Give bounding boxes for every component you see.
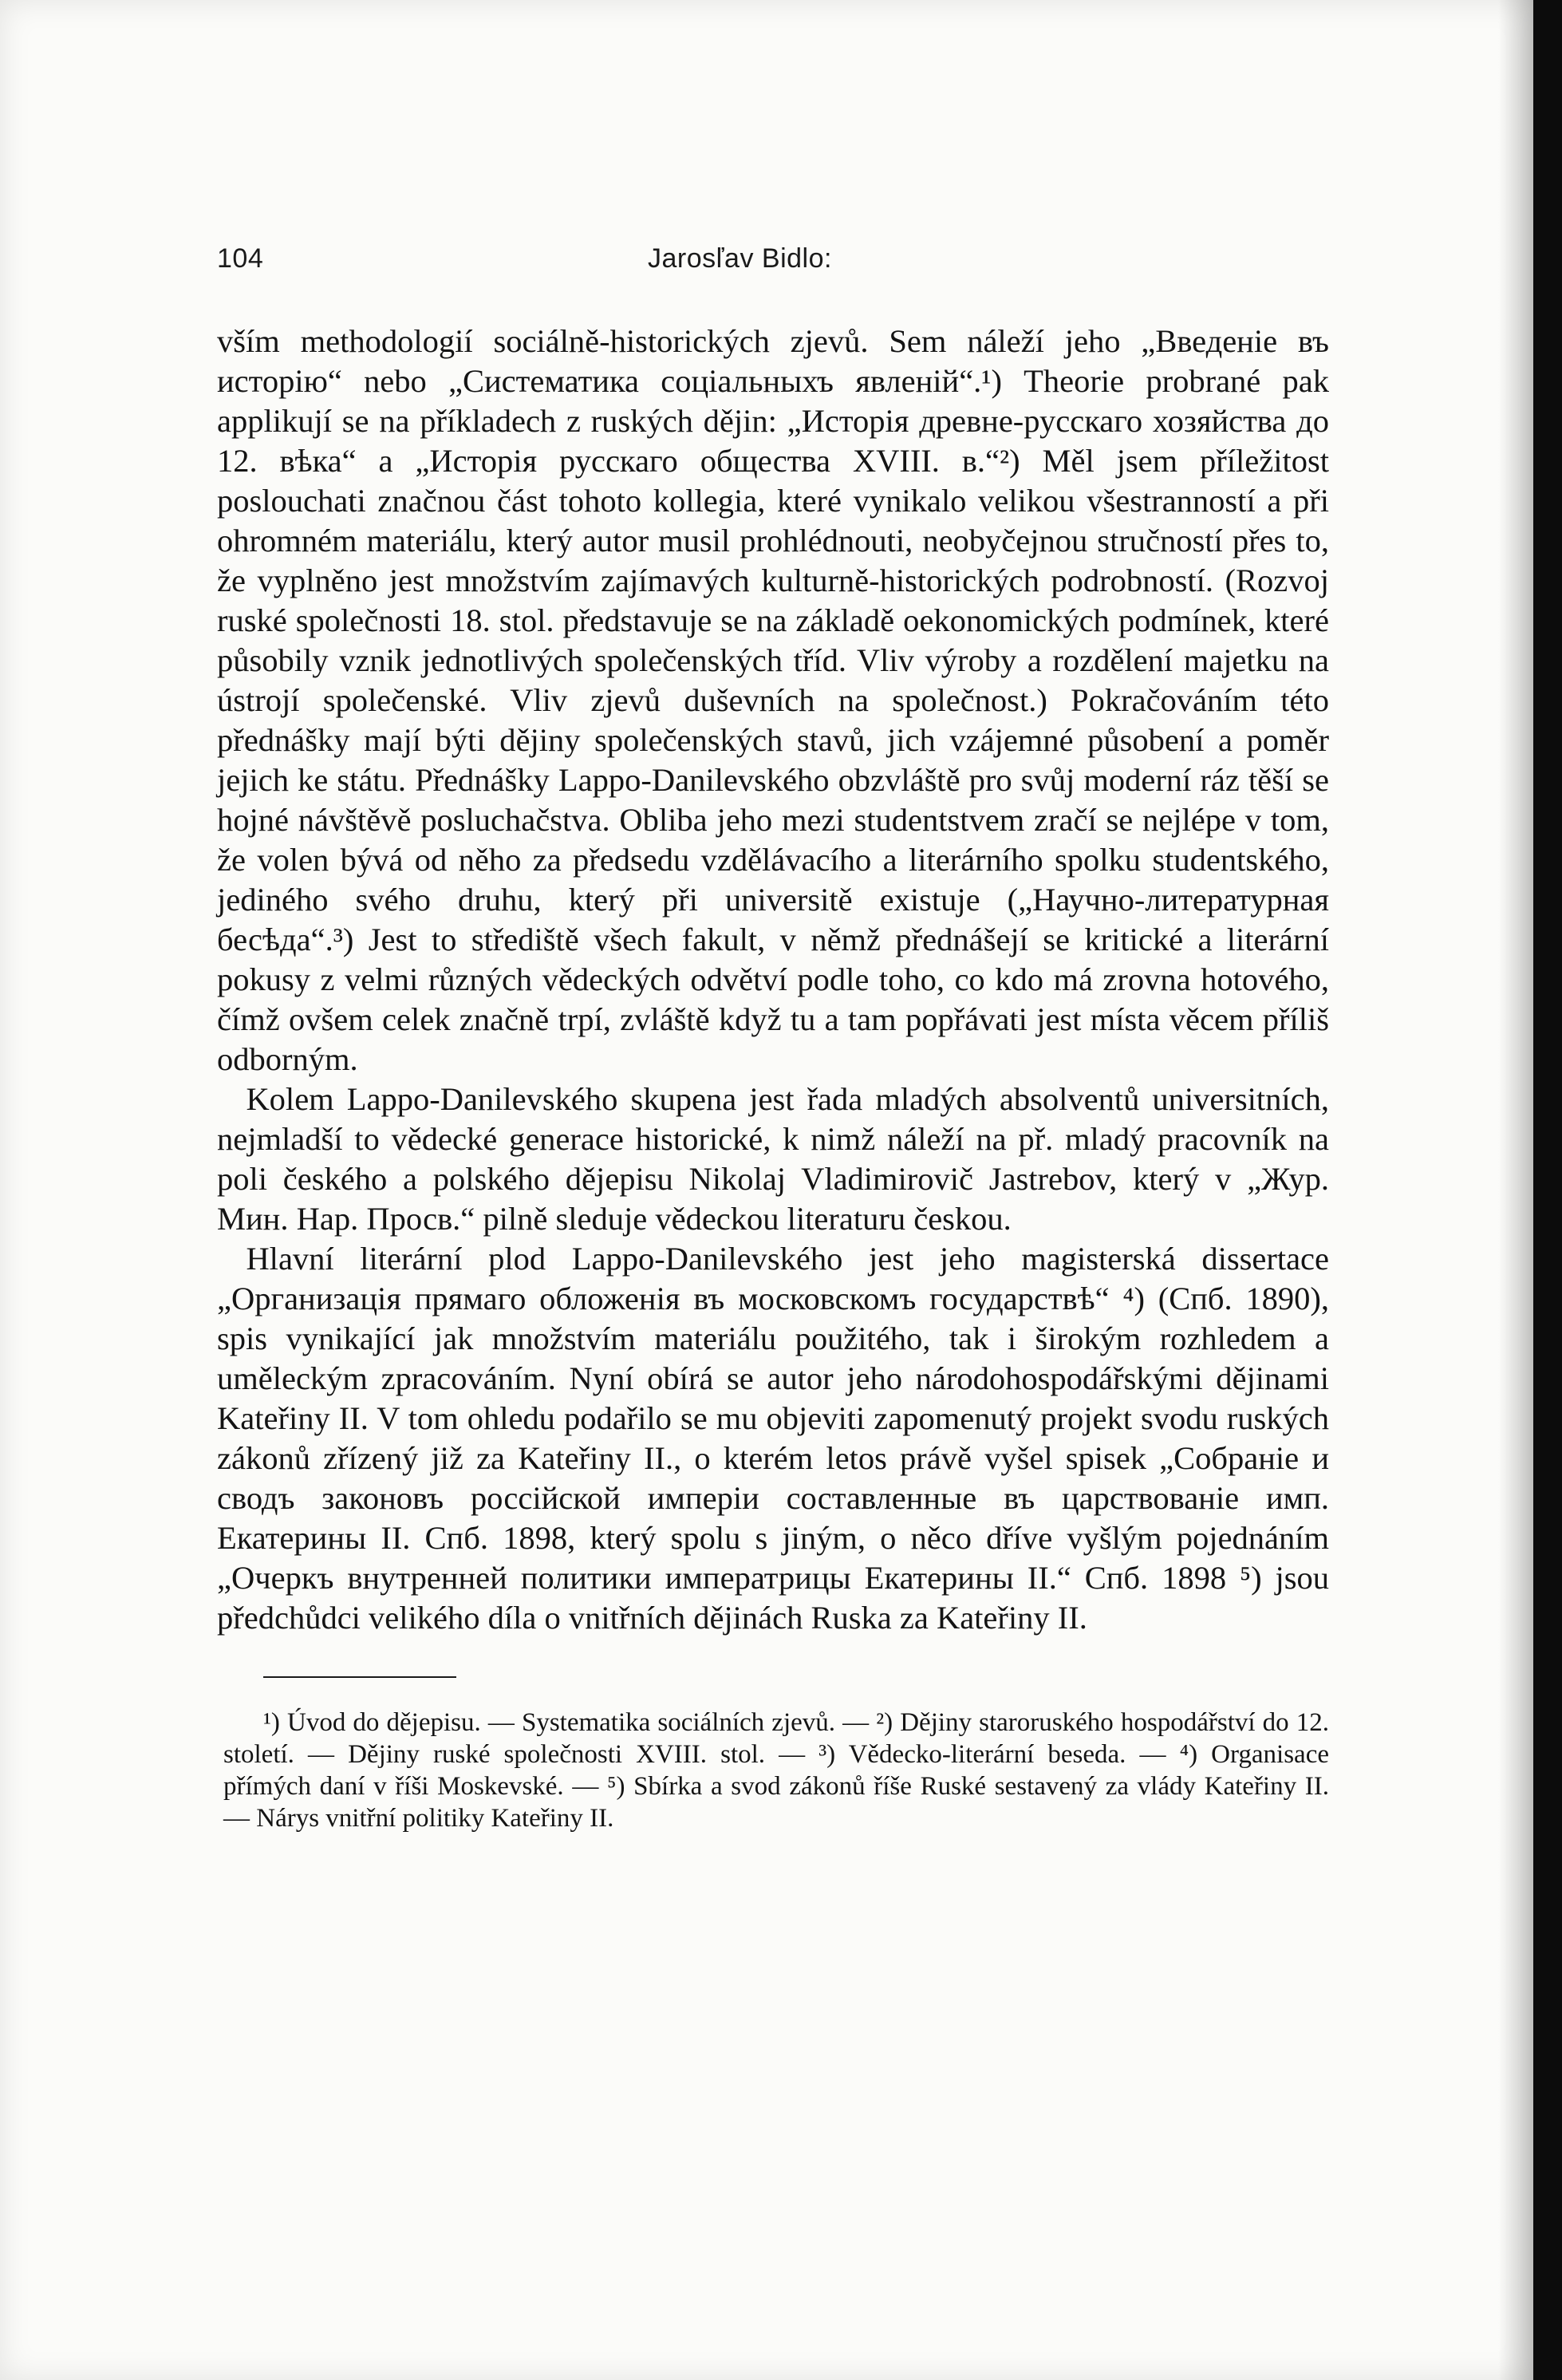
page-header — [217, 243, 1329, 291]
running-head: Jarosľav Bidlo: — [648, 243, 832, 274]
page-content — [217, 243, 1329, 1834]
footnote-divider — [263, 1676, 456, 1678]
paragraph-1: vším methodologií sociálně-historických zjevů. Sem náleží jeho „Введеніе въ исторію“ nebo „Систематика соціальныхъ явленій“.¹) Theorie probrané pak applikují se na příkladech z ruských dějin: „Исторія древне-русскаго хозяйства до 12. вѣка“ a „Исторія русскаго общества XVIII. в.“²) Měl jsem příležitost poslouchati značnou část tohoto kollegia, které vynikalo velikou všestranností a při ohromném materiálu, který autor musil prohlédnouti, neobyčejnou stručností přes to, že vyplněno jest množstvím zajímavých kulturně-historických podrobností. (Rozvoj ruské společnosti 18. stol. představuje se na základě oekonomických podmínek, které působily vznik jednotlivých společenských tříd. Vliv výroby a rozdělení majetku na ústrojí společenské. Vliv zjevů duševních na společnost.) Pokračováním této přednášky mají býti dějiny společenských stavů, jich vzájemné působení a poměr jejich ke státu. Přednášky Lappo-Danilevského obzvláště pro svůj moderní ráz těší se hojné návštěvě posluchačstva. Obliba jeho mezi studentstvem zračí se nejlépe v tom, že volen bývá od něho za předsedu vzdělávacího a literárního spolku studentského, jediného svého druhu, který při universitě existuje („Научно-литературная бесѣда“.³) Jest to střediště všech fakult, v němž přednášejí se kritické a literární pokusy z velmi různých vědeckých odvětví podle toho, co kdo má zrovna hotového, čímž ovšem celek značně trpí, zvláště když tu a tam popřávati jest místa věcem příliš odborným. — [217, 323, 1329, 1077]
body-text — [217, 322, 1329, 1638]
paragraph-3: Hlavní literární plod Lappo-Danilevského jest jeho magisterská dissertace „Организація прямаго обложенія въ московскомъ государствѣ“ ⁴) (Спб. 1890), spis vynikající jak množstvím materiálu použitého, tak i širokým rozhledem a uměleckým zpracováním. Nyní obírá se autor jeho národohospodářskými dějinami Kateřiny II. V tom ohledu podařilo se mu objeviti zapomenutý projekt svodu ruských zákonů zřízený již za Kateřiny II., o kterém letos právě vyšel spisek „Собраніе и сводъ законовъ россійской имперіи составленные въ царствованіе имп. Екатерины II. Спб. 1898, který spolu s jiným, o něco dříve vyšlým pojednáním „Очеркъ внутренней политики императрицы Екатерины II.“ Спб. 1898 ⁵) jsou předchůdci velikého díla o vnitřních dějinách Ruska za Kateřiny II. — [217, 1241, 1329, 1636]
paragraph-2: Kolem Lappo-Danilevského skupena jest řada mladých absolventů universitních, nejmladší to vědecké generace historické, k nimž náleží na př. mladý pracovník na poli českého a polského dějepisu Nikolaj Vladimirovič Jastrebov, který v „Жур. Мин. Нар. Просв.“ pilně sleduje vědeckou literaturu českou. — [217, 1081, 1329, 1237]
footnote-block: ¹) Úvod do dějepisu. — Systematika sociálních zjevů. — ²) Dějiny staroruského hospodářství do 12. století. — Dějiny ruské společnosti XVIII. stol. — ³) Vědecko-literární beseda. — ⁴) Organisace přímých daní v říši Moskevské. — ⁵) Sbírka a svod zákonů říše Ruské sestavený za vlády Kateřiny II. — Nárys vnitřní politiky Kateřiny II. — [223, 1708, 1329, 1833]
page-edge-shadow — [1498, 0, 1533, 2380]
footnotes — [217, 1707, 1329, 1834]
page-number: 104 — [217, 243, 264, 274]
